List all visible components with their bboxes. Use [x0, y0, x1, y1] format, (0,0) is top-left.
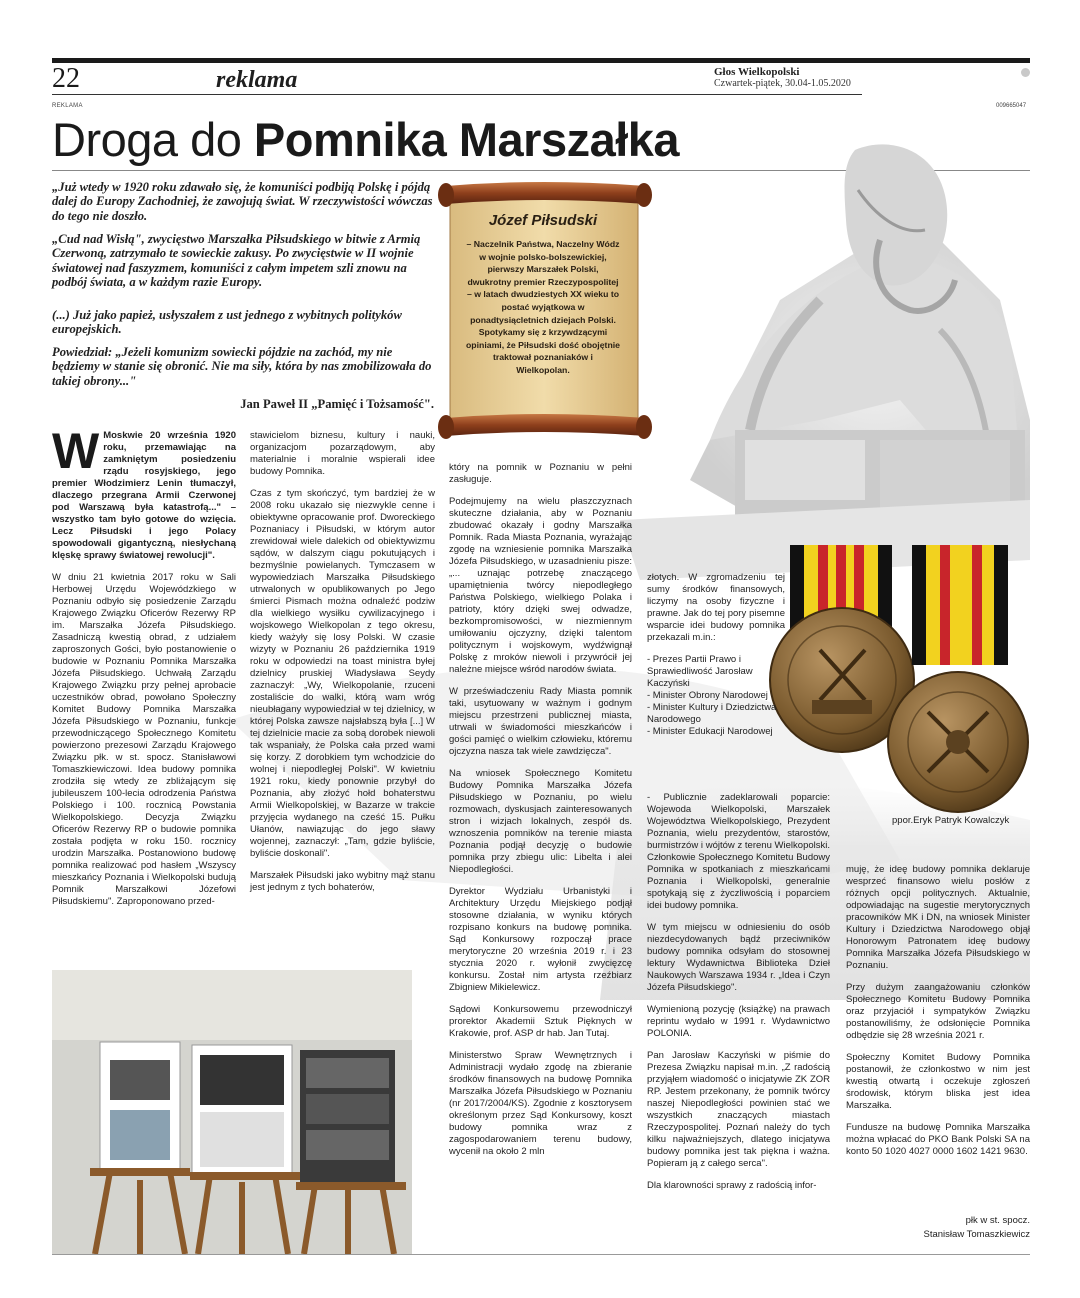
paragraph: Dla klarowności sprawy z radością infor-: [647, 1180, 817, 1191]
ad-label: REKLAMA: [52, 103, 83, 109]
paragraph: stawicielom biznesu, kultury i nauki, organizacjom pozarządowym, aby materialnie i moralnie wspierali idee budowy Pomnika.: [250, 430, 435, 477]
medals-caption: ppor.Eryk Patryk Kowalczyk: [892, 815, 1010, 826]
paragraph: Marszałek Piłsudski jako wybitny mąż stanu jest jednym z tych bohaterów,: [250, 870, 435, 893]
quote-attribution: Jan Paweł II „Pamięć i Tożsamość".: [240, 397, 434, 411]
paragraph: Podejmujemy na wielu płaszczyznach skuteczne działania, aby w Poznaniu zbudować okazały i godny Marszałka Pomnik. Rada Miasta Poznania, wyrażając zgodę na wzniesienie pomnika Marszałka Józefa Piłsudskiego, w uzasadnieniu pisze: „... uznając potrzebę znaczącego upamiętnienia twórcy niepodległego Państwa Polskiego, wielkiego Polaka i patrioty, który dzięki swej odwadze, bezkompromisowości, w niezmiennym umiłowaniu ojczyzny, dzięki talentom politycznym i wojskowym, wydźwignął Polskę z mroków niewoli i przywrócił jej należne miejsce wśród narodów świata.: [449, 496, 632, 675]
newspaper-name: Głos Wielkopolski: [714, 66, 800, 78]
bottom-rule: [52, 1254, 1030, 1255]
column-4: [647, 792, 830, 1202]
paragraph: W przeświadczeniu Rady Miasta pomnik taki, usytuowany w ważnym i godnym miejscu przestrzeni publicznej miasta, utrwali w świadomości mieszkańców i gości pamięć o wielkim człowieku, któremu ojczyzna nasza tak wiele zawdzięcza".: [449, 686, 632, 757]
headline-bold: Pomnika Marszałka: [253, 113, 680, 166]
paragraph: Dyrektor Wydziału Urbanistyki i Architektury Urzędu Miejskiego podjął stosowne działania, w wyniku których rozpisano konkurs na budowę pomnika. Sąd Konkursowy rozpoczął prace merytoryczne 20 września 2019 r. i 23 stycznia 2020 r. wyłonił zwycięzcę konkursu. Został nim artysta rzeźbiarz Zbigniew Mikielewicz.: [449, 886, 632, 993]
signature: [904, 1214, 1030, 1242]
paragraph: Przy dużym zaangażowaniu członków Społecznego Komitetu Budowy Pomnika oraz przyjaciół i sympatyków Związku postanowiliśmy, że odsłonięcie Pomnika odbędzie się 28 września 2021 r.: [846, 982, 1030, 1041]
paragraph: Wymienioną pozycję (książkę) na prawach reprintu wydało w 1991 r. Wydawnictwo POLONIA.: [647, 1004, 830, 1039]
quote-1: „Już wtedy w 1920 roku zdawało się, że komuniści podbiją Polskę i pójdą dalej do Europy Zachodniej, że zawojują świat. W rzeczywistości wówczas do tego nie doszło.: [52, 180, 433, 223]
paragraph: Sądowi Konkursowemu przewodniczył prorektor Akademii Sztuk Pięknych w Krakowie, prof. ASP dr hab. Jan Tutaj.: [449, 1004, 632, 1039]
scroll-bio: – Naczelnik Państwa, Naczelny Wódz w wojnie polsko-bolszewickiej, pierwszy Marszałek Polski, dwukrotny premier Rzeczypospolitej – w latach dwudziestych XX wieku to postać wyjątkowa w ponadtysiącletnich dziejach Polski. Spotykamy się z krzywdzącymi opiniami, że Piłsudski dość obojętnie traktował poznaniaków i Wielkopolan.: [466, 239, 620, 375]
column-2: [250, 430, 435, 904]
issue-date: Czwartek-piątek, 30.04-1.05.2020: [714, 78, 851, 89]
lead-text: Moskwie 20 września 1920 roku, przemawiając na zamkniętym posiedzeniu rządu rosyjskiego, jego premier Włodzimierz Lenin tłumaczył, dlaczego przegrana Armii Czerwonej pod Warszawą była katastrofą..." – wszystko tam było gotowe do wzięcia. Lecz Piłsudski i jego Polacy spowodowali gigantyczną, niesłychaną klęskę sprawy światowej rewolucji".: [52, 430, 236, 561]
paragraph: Na wniosek Społecznego Komitetu Budowy Pomnika Marszałka Józefa Piłsudskiego w Poznaniu, po wielu rozmowach, dyskusjach zainteresowanych stron i wizjach lokalnych, zespół ds. wznoszenia pomników na terenie miasta Poznania podjął decyzję o budowie pomnika przy zbiegu ulic: Libelta i alei Niepodległości.: [449, 768, 632, 875]
top-rule: [52, 58, 1030, 63]
paragraph: Fundusze na budowę Pomnika Marszałka można wpłacać do PKO Bank Polski SA na konto 50 1020 4027 0000 1602 1421 9630.: [846, 1122, 1030, 1157]
quote-4: Powiedział: „Jeżeli komunizm sowiecki pójdzie na zachód, my nie będziemy w stanie się obronić. Nie ma siły, która by nas zmobilizowała do takiej obrony...": [52, 345, 432, 388]
section-title: reklama: [216, 67, 298, 93]
scroll-box: [466, 212, 620, 377]
column-5: [846, 864, 1030, 1168]
page-number: 22: [52, 63, 80, 94]
quote-2: „Cud nad Wisłą", zwycięstwo Marszałka Piłsudskiego w bitwie z Armią Czerwoną, zatrzymało te sowieckie zakusy. Po zwycięstwie w II wojnie światowej nad faszyzmem, komuniści z całym impetem szli znowu na podbój świata, a w każdym razie Europy.: [52, 232, 421, 290]
supporters-list: - Prezes Partii Prawo i Sprawiedliwość Jarosław Kaczyński - Minister Obrony Narodowej - Minister Kultury i Dziedzictwa Narodowego - Minister Edukacji Narodowej: [647, 654, 777, 737]
ad-code: 009665047: [996, 103, 1027, 109]
dot-icon: [1021, 68, 1030, 77]
exhibition-photo: [52, 970, 412, 1254]
column-4-top: [647, 572, 785, 748]
header-divider: [52, 94, 862, 95]
paragraph: Pan Jarosław Kaczyński w piśmie do Prezesa Związku napisał m.in. „Z radością przyjąłem wiadomość o inicjatywie ZK ZOR RP. Jestem przekonany, że pomnik twórcy naszej Niepodległości powinien stać we wszystkich znaczących miastach Rzeczypospolitej. Poznań należy do tych kilku najważniejszych, dlatego inicjatywa budowy pomnika jest tak piękna i ważna. Popieram ją z całego serca".: [647, 1050, 830, 1169]
column-1: [52, 423, 236, 918]
paragraph: - Publicznie zadeklarowali poparcie: Wojewoda Wielkopolski, Marszałek Województwa Wielkopolskiego, Prezydent Poznania, wielu prezydentów, starostów, burmistrzów i wójtów z terenu Wielkopolski. Członkowie Społecznego Komitetu Budowy Pomnika w spotkaniach z mieszkańcami Poznania i Wielkopolski, generalnie spotykają się z życzliwością i poparciem idei budowy pomnika.: [647, 792, 830, 911]
paragraph: Czas z tym skończyć, tym bardziej że w 2008 roku ukazało się niezwykle cenne i obiektywne opracowanie prof. Dworeckiego Poznaniacy i Piłsudski, w którym autor zrewidował wiele dalekich od obiektywizmu sądów, w dalszym ciągu pokutujących i bezmyślnie powielanych. Tymczasem w wypowiedziach Marszałka Piłsudskiego utrwalonych w opublikowanych po Jego śmierci Pismach można odnaleźć podziw dla wielkiego wysiłku cywilizacyjnego i wojskowego Wielkopolan z tego okresu, kiedy ważyły się losy Polski. W czasie wizyty w Poznaniu 26 października 1919 roku w odpowiedzi na toast ministra byłej dzielnicy pruskiej Władysława Seydy zaznaczył: „Wy, Wielkopolanie, rzuceni zostaliście do walki, którą wam wróg nieubłagany wypowiedział w tej dzielnicy, w której Polska zawsze najsłabszą była [...] W tej dzielnicie macie za sobą dorobek niewoli tak wspaniały, że Polska cała przed wami się korzy. Z dorobkiem tym wchodzicie do wolnej i niepodległej Polski". W kwietniu 1921 roku, kiedy ponownie przybył do Poznania, aby złożyć hołd bohaterstwu Armii Wielkopolskiej, w Bazarze w trakcie przyjęcia wydanego na cześć 15. Pułku Ułanów, nawiązując do jego sławy wojennej, zaznaczył: „Tam, gdzie byliście, byliście doskonali".: [250, 488, 435, 859]
quote-3: (...) Już jako papież, usłyszałem z ust jednego z wybitnych polityków europejskich.: [52, 308, 402, 337]
paragraph: Ministerstwo Spraw Wewnętrznych i Administracji wydało zgodę na zbieranie środków finansowych na budowę Pomnika Marszałka Józefa Piłsudskiego w Poznaniu (nr 2017/2004/KS). Zgodnie z kosztorysem określonym przez Sąd Konkursowy, koszt budowy pomnika wraz z zagospodarowaniem terenu budowy, wycenił na około 2 mln: [449, 1050, 632, 1157]
paragraph: złotych. W zgromadzeniu tej sumy środków finansowych, liczymy na osoby fizyczne i prawne. Jak do tej pory pisemne wsparcie idei budowy pomnika przekazali m.in.:: [647, 572, 785, 643]
paragraph: W dniu 21 kwietnia 2017 roku w Sali Herbowej Urzędu Wojewódzkiego w Poznaniu odbyło się posiedzenie Zarządu Krajowego Związku Oficerów Rezerwy RP im. Marszałka Józefa Piłsudskiego. Zasadniczą kwestią obrad, z udziałem zaproszonych Gości, było postanowienie o budowie w Poznaniu Pomnika Marszałka Józefa Piłsudskiego. Uchwałą Zarządu Krajowego Związku przy pełnej aprobacie uczestników obrad, powołano Społeczny Komitet Budowy Pomnika Marszałka Józefa Piłsudskiego w Poznaniu, funkcje przewodniczącego Społecznego Komitetu powierzono prezesowi Zarządu Krajowego Związku płk. w st. spocz. Stanisławowi Tomaszkiewiczowi. Idea budowy pomnika zrodziła się wtedy ze zbliżającym się jubileuszem 100-lecia odrodzenia Państwa Polskiego i 100. rocznicą Powstania Wielkopolskiego. Decyzja Związku Oficerów Rezerwy RP o budowie pomnika została podjęta w roku 150. rocznicy urodzin Marszałka. Postanowiono budowę pomnika realizować pod hasłem „Wszyscy mieszkańcy Poznania i Wielkopolski budują Pomnik Marszałkowi Józefowi Piłsudskiemu". Zaproponowano przed-: [52, 572, 236, 907]
paragraph: Społeczny Komitet Budowy Pomnika postanowił, że członkostwo w nim jest kwestią otwartą i oczekuje zgłoszeń środowisk, którym bliska jest idea Marszałka.: [846, 1052, 1030, 1111]
headline-regular: Droga do: [52, 113, 254, 166]
statue-illustration: [620, 144, 1030, 580]
paragraph: W tym miejscu w odniesieniu do osób niezdecydowanych bądź przeciwników budowy pomnika odsyłam do stosownej lektury Wydawnictwa Biblioteka Dzieł Naukowych Warszawa 1934 r. „Idea i Czyn Józefa Piłsudskiego".: [647, 922, 830, 993]
paragraph: muję, że ideę budowy pomnika deklaruje wesprzeć finansowo wielu posłów z różnych opcji politycznych. Aktualnie, odpowiadając na sugestie merytorycznych pracowników MK i DN, na wniosek Minister Kultury i Dziedzictwa Narodowego objął Honorowym Patronatem ideę budowy Pomnika Marszałka Józefa Piłsudskiego w Poznaniu.: [846, 864, 1030, 971]
signature-name: Stanisław Tomaszkiewicz: [923, 1229, 1030, 1240]
lead-paragraph: [52, 423, 236, 562]
signature-rank: płk w st. spocz.: [965, 1215, 1030, 1226]
scroll-title: Józef Piłsudski: [488, 212, 598, 229]
paragraph: który na pomnik w Poznaniu w pełni zasługuje.: [449, 462, 632, 485]
column-3: [449, 462, 632, 1168]
drop-cap: W: [52, 423, 100, 479]
